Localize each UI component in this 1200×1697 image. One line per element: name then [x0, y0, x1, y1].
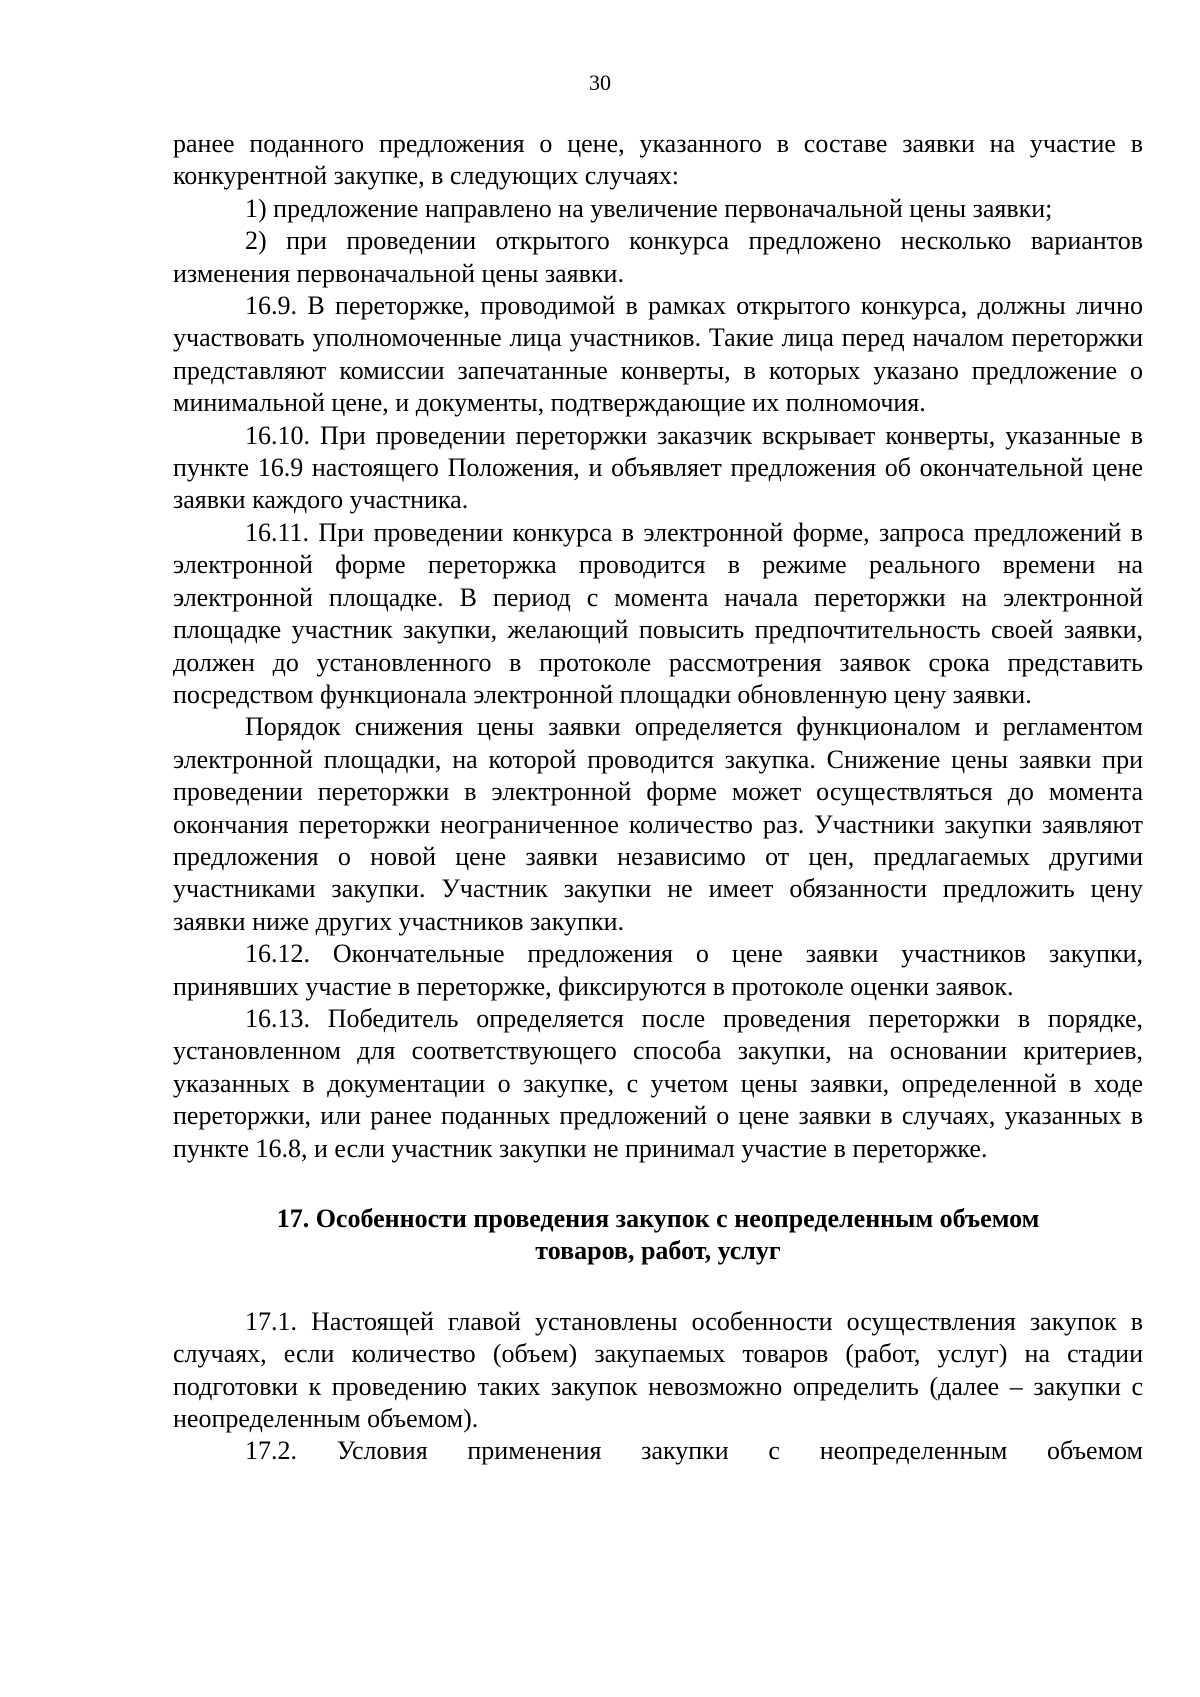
- paragraph: 16.13. Победитель определяется после проведения переторжки в порядке, установленном для соответствующего способа закупки, на основании критериев, указанных в документации о закупке, с учетом цены заявки, определенной в ходе переторжки, или ранее поданных предложений о цене заявки в случаях, указанных в пункте 16.8, и если участник закупки не принимал участие в переторжке.: [173, 1003, 1143, 1163]
- page-number: 30: [589, 70, 611, 95]
- paragraph: 16.12. Окончательные предложения о цене заявки участников закупки, принявших участие в переторжке, фиксируются в протоколе оценки заявок.: [173, 939, 1143, 1001]
- document-body: [173, 128, 1143, 1468]
- paragraph: Порядок снижения цены заявки определяется функционалом и регламентом электронной площадки, на которой проводится закупка. Снижение цены заявки при проведении переторжки в электронной форме может осуществляться до момента окончания переторжки неограниченное количество раз. Участники закупки заявляют предложения о новой цене заявки независимо от цен, предлагаемых другими участниками закупки. Участник закупки не имеет обязанности предложить цену заявки ниже других участников закупки.: [173, 712, 1143, 936]
- paragraph: 1) предложение направлено на увеличение первоначальной цены заявки;: [245, 193, 1053, 223]
- paragraph: 17.2. Условия применения закупки с неопределенным объемом: [245, 1436, 1143, 1466]
- paragraph: 2) при проведении открытого конкурса предложено несколько вариантов изменения первоначальной цены заявки.: [173, 226, 1143, 288]
- paragraph: 16.11. При проведении конкурса в электронной форме, запроса предложений в электронной форме переторжка проводится в режиме реального времени на электронной площадке. В период с момента начала переторжки на электронной площадке участник закупки, желающий повысить предпочтительность своей заявки, должен до установленного в протоколе рассмотрения заявок срока представить посредством функционала электронной площадки обновленную цену заявки.: [173, 517, 1143, 709]
- section-heading-line-2: товаров, работ, услуг: [535, 1236, 781, 1266]
- paragraph: 16.10. При проведении переторжки заказчик вскрывает конверты, указанные в пункте 16.9 настоящего Положения, и объявляет предложения об окончательной цене заявки каждого участника.: [173, 420, 1143, 515]
- paragraph: 17.1. Настоящей главой установлены особенности осуществления закупок в случаях, если количество (объем) закупаемых товаров (работ, услуг) на стадии подготовки к проведению таких закупок невозможно определить (далее – закупки с неопределенным объемом).: [173, 1306, 1143, 1434]
- section-heading-line-1: 17. Особенности проведения закупок с неопределенным объемом: [276, 1204, 1040, 1233]
- paragraph: ранее поданного предложения о цене, указанного в составе заявки на участие в конкурентной закупке, в следующих случаях:: [173, 129, 1143, 191]
- paragraph: 16.9. В переторжке, проводимой в рамках открытого конкурса, должны лично участвовать уполномоченные лица участников. Такие лица перед началом переторжки представляют комиссии запечатанные конверты, в которых указано предложение о минимальной цене, и документы, подтверждающие их полномочия.: [173, 291, 1143, 418]
- section-heading: [173, 1203, 1143, 1268]
